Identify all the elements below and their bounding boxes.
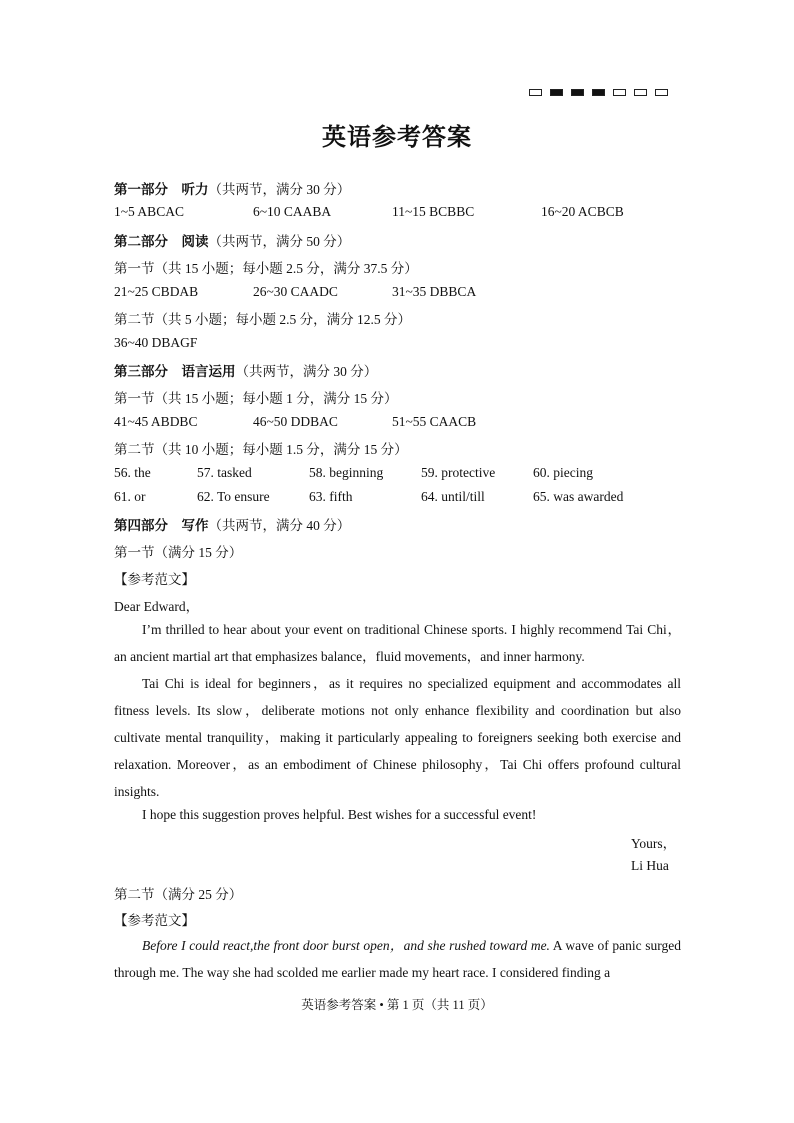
filled-square-icon	[571, 89, 584, 96]
answer-group: 1~5 ABCAC	[114, 204, 184, 219]
part2-header	[114, 230, 350, 250]
blank-answer: 58. beginning	[309, 465, 384, 480]
answer-group: 6~10 CAABA	[253, 204, 332, 219]
letter-paragraph: Tai Chi is ideal for beginners，as it requires no specialized equipment and accommodates all fitness levels. Its slow，deliberate motions not only enhance flexibility and coordination but also cultivate mental tranquility，making it particularly appealing to foreigners seeking both exercise and relaxation. Moreover，as an embodiment of Chinese philosophy，Tai Chi offers profound cultural insights.	[114, 676, 681, 799]
blank-answer: 65. was awarded	[533, 489, 624, 504]
blank-answer: 64. until/till	[421, 489, 485, 504]
blank-answer: 59. protective	[421, 465, 496, 480]
answer-group: 36~40 DBAGF	[114, 335, 198, 350]
answer-group: 41~45 ABDBC	[114, 414, 198, 429]
part1-heading: 第一部分	[114, 182, 168, 197]
answer-group: 16~20 ACBCB	[541, 204, 624, 219]
part3-header	[114, 360, 377, 380]
answer-group: 26~30 CAADC	[253, 284, 338, 299]
blank-answer: 62. To ensure	[197, 489, 270, 504]
answer-group: 46~50 DDBAC	[253, 414, 338, 429]
letter-signature: Li Hua	[631, 858, 669, 873]
page-title: 英语参考答案	[322, 125, 472, 151]
answer-group: 11~15 BCBBC	[392, 204, 475, 219]
part4-name: 写作	[181, 518, 209, 533]
blank-answer: 57. tasked	[197, 465, 252, 480]
answer-group: 31~35 DBBCA	[392, 284, 477, 299]
section-note: 第二节（满分 25 分）	[114, 887, 243, 902]
letter-closing: Yours，	[631, 836, 677, 851]
blank-answer: 63. fifth	[309, 489, 353, 504]
filled-square-icon	[592, 89, 605, 96]
part4-header	[114, 514, 350, 534]
section-note: 第二节（共 5 小题；每小题 2.5 分，满分 12.5 分）	[114, 312, 411, 327]
blank-answer: 61. or	[114, 489, 146, 504]
section-note: 第一节（共 15 小题；每小题 1 分，满分 15 分）	[114, 391, 398, 406]
part2-name: 阅读	[181, 234, 209, 249]
essay-paragraph	[114, 932, 681, 986]
empty-square-icon	[634, 89, 647, 96]
blank-answer: 56. the	[114, 465, 151, 480]
part4-note: （共两节，满分 40 分）	[208, 518, 351, 533]
part1-note: （共两节，满分 30 分）	[208, 182, 351, 197]
answer-group: 21~25 CBDAB	[114, 284, 199, 299]
empty-square-icon	[655, 89, 668, 96]
part2-heading: 第二部分	[114, 234, 168, 249]
part3-name: 语言运用	[181, 364, 236, 379]
empty-square-icon	[529, 89, 542, 96]
letter-greeting: Dear Edward，	[114, 599, 200, 614]
section-note: 第二节（共 10 小题；每小题 1.5 分，满分 15 分）	[114, 442, 408, 457]
section-note: 第一节（共 15 小题；每小题 2.5 分，满分 37.5 分）	[114, 261, 418, 276]
answer-group: 51~55 CAACB	[392, 414, 477, 429]
sample-label: 【参考范文】	[114, 572, 195, 587]
empty-square-icon	[613, 89, 626, 96]
section-note: 第一节（满分 15 分）	[114, 545, 243, 560]
part4-heading: 第四部分	[114, 518, 168, 533]
filled-square-icon	[550, 89, 563, 96]
essay-opening-sentence: Before I could react,the front door burst open，and she rushed toward me.	[142, 938, 550, 953]
page-footer: 英语参考答案 • 第 1 页（共 11 页）	[301, 998, 493, 1012]
part2-note: （共两节，满分 50 分）	[208, 234, 351, 249]
sample-label: 【参考范文】	[114, 913, 195, 928]
part3-note: （共两节，满分 30 分）	[235, 364, 378, 379]
letter-paragraph: I’m thrilled to hear about your event on traditional Chinese sports. I highly recommend Tai Chi，an ancient martial art that emphasizes balance，fluid movements，and inner harmony.	[114, 622, 681, 664]
blank-answer: 60. piecing	[533, 465, 593, 480]
header-square-marks	[529, 89, 668, 99]
part1-header	[114, 178, 350, 198]
letter-paragraph: I hope this suggestion proves helpful. Best wishes for a successful event!	[142, 807, 537, 822]
essay-continuation: A wave of panic surged through me. The way she had scolded me earlier made my heart race. I considered finding a	[114, 938, 681, 980]
part3-heading: 第三部分	[114, 364, 168, 379]
part1-name: 听力	[181, 182, 209, 197]
